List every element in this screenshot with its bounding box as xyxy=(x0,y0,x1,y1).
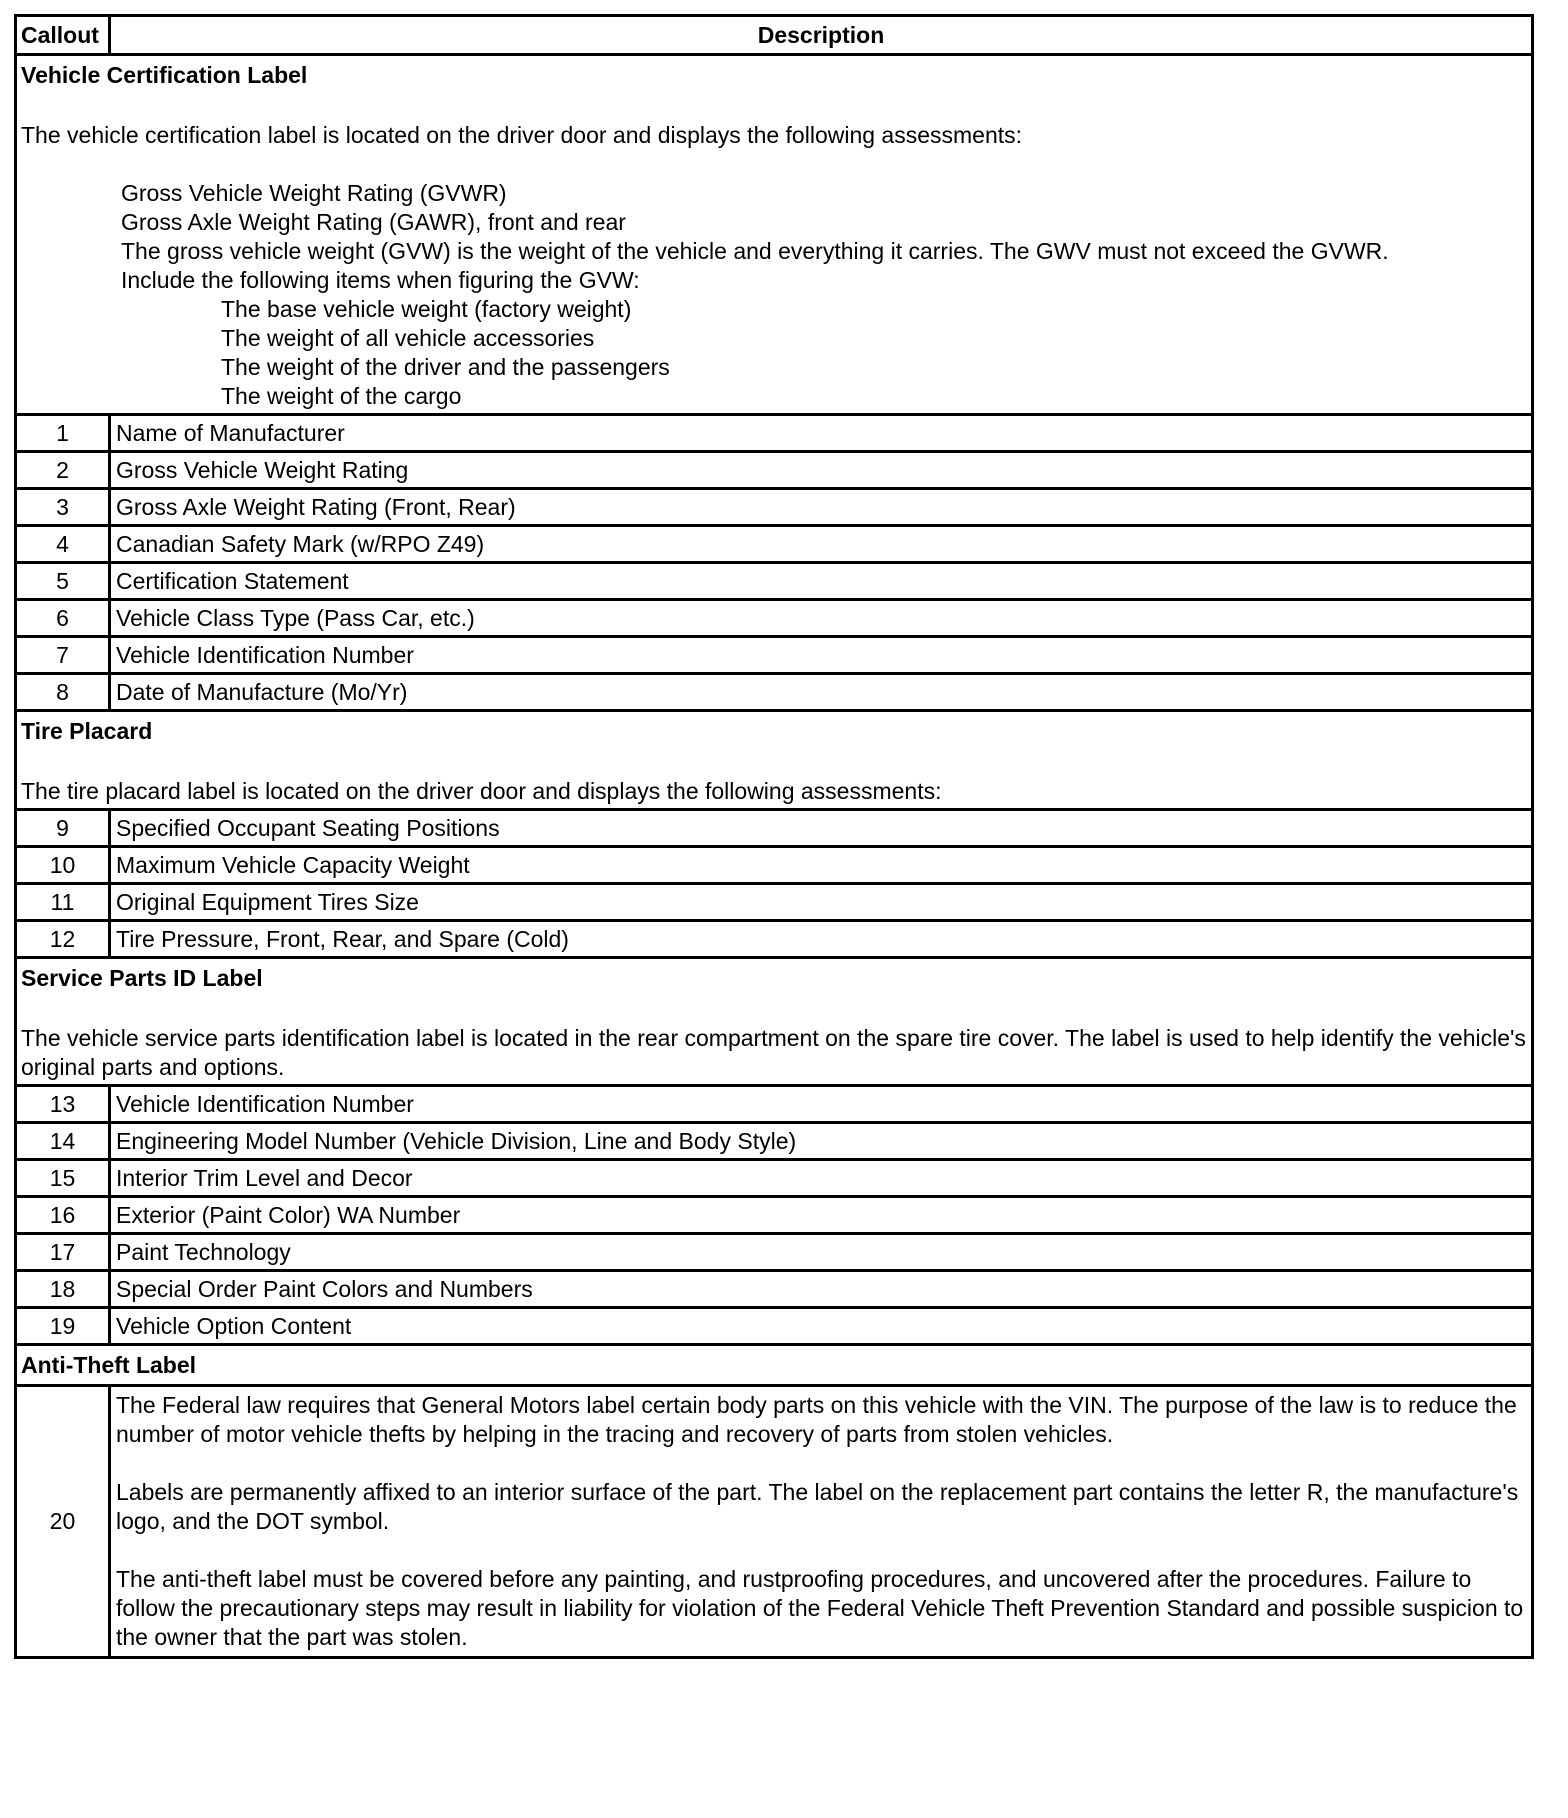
section-row-anti-theft xyxy=(16,1345,1533,1386)
sub-list-item: The weight of the driver and the passengers xyxy=(221,354,670,380)
callout-description: Specified Occupant Seating Positions xyxy=(110,810,1533,847)
callout-description: Original Equipment Tires Size xyxy=(110,884,1533,921)
callout-description: Tire Pressure, Front, Rear, and Spare (Cold) xyxy=(110,921,1533,958)
callout-description: Gross Vehicle Weight Rating xyxy=(110,452,1533,489)
list-item: Gross Vehicle Weight Rating (GVWR) xyxy=(121,180,507,206)
description-column-header: Description xyxy=(110,16,1533,55)
assessment-list xyxy=(21,179,1527,411)
table-row xyxy=(16,526,1533,563)
table-row xyxy=(16,884,1533,921)
section-intro: The vehicle service parts identification label is located in the rear compartment on the spare tire cover. The label is used to help identify the vehicle's original parts and options. xyxy=(21,1025,1526,1080)
callout-number: 3 xyxy=(16,489,110,526)
callout-number: 5 xyxy=(16,563,110,600)
section-intro: The vehicle certification label is located on the driver door and displays the following assessments: xyxy=(21,122,1023,148)
callout-description: Interior Trim Level and Decor xyxy=(110,1160,1533,1197)
section-title: Service Parts ID Label xyxy=(21,965,263,991)
anti-theft-paragraph: The anti-theft label must be covered before any painting, and rustproofing procedures, and uncovered after the procedures. Failure to follow the precautionary steps may result in liability for violation of the Federal Vehicle Theft Prevention Standard and possible suspicion to the owner that the part was stolen. xyxy=(116,1566,1524,1650)
section-title: Tire Placard xyxy=(21,718,153,744)
table-row xyxy=(16,489,1533,526)
callout-number: 19 xyxy=(16,1308,110,1345)
callout-number: 7 xyxy=(16,637,110,674)
callout-number: 11 xyxy=(16,884,110,921)
section-cell xyxy=(16,55,1533,415)
list-item: The gross vehicle weight (GVW) is the weight of the vehicle and everything it carries. The GWV must not exceed the GVWR. xyxy=(121,238,1389,264)
table-row xyxy=(16,1123,1533,1160)
table-row xyxy=(16,637,1533,674)
callout-description: Vehicle Identification Number xyxy=(110,1086,1533,1123)
anti-theft-paragraph: Labels are permanently affixed to an interior surface of the part. The label on the replacement part contains the letter R, the manufacture's logo, and the DOT symbol. xyxy=(116,1479,1519,1534)
section-row-tire-placard xyxy=(16,711,1533,810)
callout-number: 4 xyxy=(16,526,110,563)
callout-number: 9 xyxy=(16,810,110,847)
callout-description: Maximum Vehicle Capacity Weight xyxy=(110,847,1533,884)
table-row xyxy=(16,1386,1533,1658)
callout-number: 14 xyxy=(16,1123,110,1160)
callout-number: 12 xyxy=(16,921,110,958)
table-row xyxy=(16,1160,1533,1197)
callout-number: 13 xyxy=(16,1086,110,1123)
callout-number: 6 xyxy=(16,600,110,637)
table-row xyxy=(16,1086,1533,1123)
anti-theft-paragraph: The Federal law requires that General Motors label certain body parts on this vehicle with the VIN. The purpose of the law is to reduce the number of motor vehicle thefts by helping in the tracing and recovery of parts from stolen vehicles. xyxy=(116,1392,1517,1447)
table-row xyxy=(16,1234,1533,1271)
callout-description: Gross Axle Weight Rating (Front, Rear) xyxy=(110,489,1533,526)
table-row xyxy=(16,810,1533,847)
callout-description: Vehicle Option Content xyxy=(110,1308,1533,1345)
table-row xyxy=(16,674,1533,711)
callout-number: 8 xyxy=(16,674,110,711)
section-row-service-parts xyxy=(16,958,1533,1086)
section-title: Vehicle Certification Label xyxy=(21,62,308,88)
callout-column-header: Callout xyxy=(16,16,110,55)
table-row xyxy=(16,1197,1533,1234)
callout-number: 16 xyxy=(16,1197,110,1234)
callout-description: Special Order Paint Colors and Numbers xyxy=(110,1271,1533,1308)
callout-number: 15 xyxy=(16,1160,110,1197)
section-cell xyxy=(16,958,1533,1086)
callout-number: 10 xyxy=(16,847,110,884)
section-intro: The tire placard label is located on the driver door and displays the following assessments: xyxy=(21,778,942,804)
table-row xyxy=(16,452,1533,489)
callout-description: Engineering Model Number (Vehicle Division, Line and Body Style) xyxy=(110,1123,1533,1160)
callout-description: Paint Technology xyxy=(110,1234,1533,1271)
callout-description: Vehicle Identification Number xyxy=(110,637,1533,674)
callout-description xyxy=(110,1386,1533,1658)
section-title: Anti-Theft Label xyxy=(21,1352,197,1378)
callout-number: 2 xyxy=(16,452,110,489)
callout-description: Name of Manufacturer xyxy=(110,415,1533,452)
callout-description: Exterior (Paint Color) WA Number xyxy=(110,1197,1533,1234)
sub-list-item: The weight of all vehicle accessories xyxy=(221,325,595,351)
callout-number: 17 xyxy=(16,1234,110,1271)
table-row xyxy=(16,600,1533,637)
callout-number: 18 xyxy=(16,1271,110,1308)
callout-description: Certification Statement xyxy=(110,563,1533,600)
list-item: Gross Axle Weight Rating (GAWR), front and rear xyxy=(121,209,626,235)
section-cell xyxy=(16,711,1533,810)
sub-list-item: The weight of the cargo xyxy=(221,383,462,409)
table-row xyxy=(16,1271,1533,1308)
section-cell xyxy=(16,1345,1533,1386)
callout-number: 1 xyxy=(16,415,110,452)
table-row xyxy=(16,563,1533,600)
table-row xyxy=(16,415,1533,452)
table-header-row xyxy=(16,16,1533,55)
label-callout-table xyxy=(14,14,1534,1659)
callout-description: Canadian Safety Mark (w/RPO Z49) xyxy=(110,526,1533,563)
callout-description: Vehicle Class Type (Pass Car, etc.) xyxy=(110,600,1533,637)
list-item: Include the following items when figuring the GVW: xyxy=(121,267,640,293)
section-row-vehicle-certification xyxy=(16,55,1533,415)
callout-description: Date of Manufacture (Mo/Yr) xyxy=(110,674,1533,711)
callout-number: 20 xyxy=(16,1386,110,1658)
table-row xyxy=(16,1308,1533,1345)
table-row xyxy=(16,921,1533,958)
sub-list-item: The base vehicle weight (factory weight) xyxy=(221,296,632,322)
table-row xyxy=(16,847,1533,884)
